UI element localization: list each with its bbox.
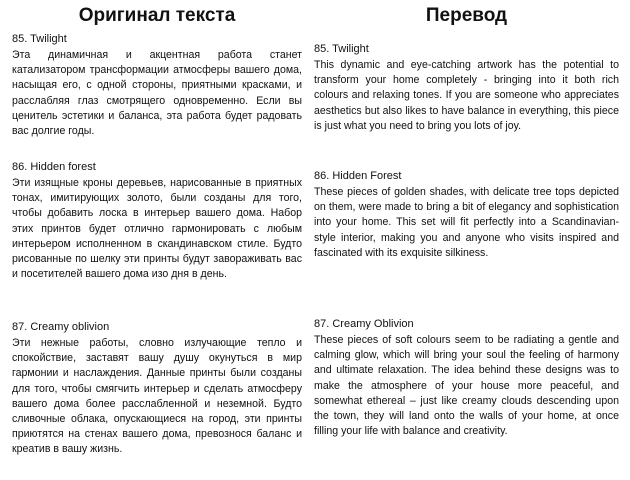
original-entry-hidden-forest xyxy=(12,160,302,282)
entry-text: Эти нежные работы, словно излучающие тепло и спокойствие, заставят вашу душу окунуться в мир гармонии и наслаждения. Данные принты были созданы для того, чтобы смягчить интерьер и сделать атмосферу вашего дома более расслабленной и неземной. Будто сливочные облака, опускающиеся на город, эти принты приютятся на стенах вашего дома, превознося баланс и креатив в вашу жизнь. xyxy=(12,337,302,456)
entry-title: 87. Creamy Oblivion xyxy=(314,318,414,330)
entry-text: Эта динамичная и акцентная работа станет катализатором трансформации атмосферы вашего дома, насыщая его, с одной стороны, приятными красками, и расслабляя глаз смотрящего одновременно. Если вы ценитель эстетики и баланса, эта работа будет радовать вас долгие годы. xyxy=(12,49,302,138)
translation-entry-hidden-forest xyxy=(314,169,619,261)
original-text-column xyxy=(12,0,302,456)
entry-title: 87. Creamy oblivion xyxy=(12,321,110,333)
translation-entry-creamy-oblivion xyxy=(314,317,619,439)
entry-title: 86. Hidden Forest xyxy=(314,170,402,182)
translation-column xyxy=(314,0,619,438)
entry-text: This dynamic and eye-catching artwork has the potential to transform your home completely - bringing into it both rich colours and relaxing tones. If you are someone who appreciates aesthetics but also likes to have balance in everything, this piece is just what you need to bring you lots of joy. xyxy=(314,59,619,132)
entry-title: 86. Hidden forest xyxy=(12,161,96,173)
entry-title: 85. Twilight xyxy=(314,43,369,55)
entry-text: These pieces of soft colours seem to be radiating a gentle and calming glow, which will bring your soul the feeling of harmony and ultimate relaxation. The idea behind these designs was to make the atmosphere of your house more peaceful, and somewhat ethereal – just like creamy clouds descending upon the town, they will land onto the walls of your home, at once filling your life with balance and creativity. xyxy=(314,334,619,438)
entry-text: Эти изящные кроны деревьев, нарисованные в приятных тонах, имитирующих золото, были созданы для того, чтобы добавить лоска в интерьер вашего дома. Набор этих принтов будет отлично гармонировать с любым интерьером исполненном в скандинавском стиле. Будто рисованные по шелку эти принты будут завораживать вас и посетителей вашего дома изо дня в день. xyxy=(12,177,302,281)
original-column-title: Оригинал текста xyxy=(78,5,236,26)
entry-text: These pieces of golden shades, with delicate tree tops depicted on them, were made to bring a bit of elegancy and sophistication into your home. This set will fit perfectly into a Scandinavian-style interior, making you and anyone who visits inspired and fascinated with its exquisite silkiness. xyxy=(314,186,619,259)
translation-entry-twilight xyxy=(314,42,619,134)
original-entry-creamy-oblivion xyxy=(12,320,302,458)
original-entry-twilight xyxy=(12,32,302,139)
translation-column-title: Перевод xyxy=(425,5,508,26)
entry-title: 85. Twilight xyxy=(12,33,67,45)
